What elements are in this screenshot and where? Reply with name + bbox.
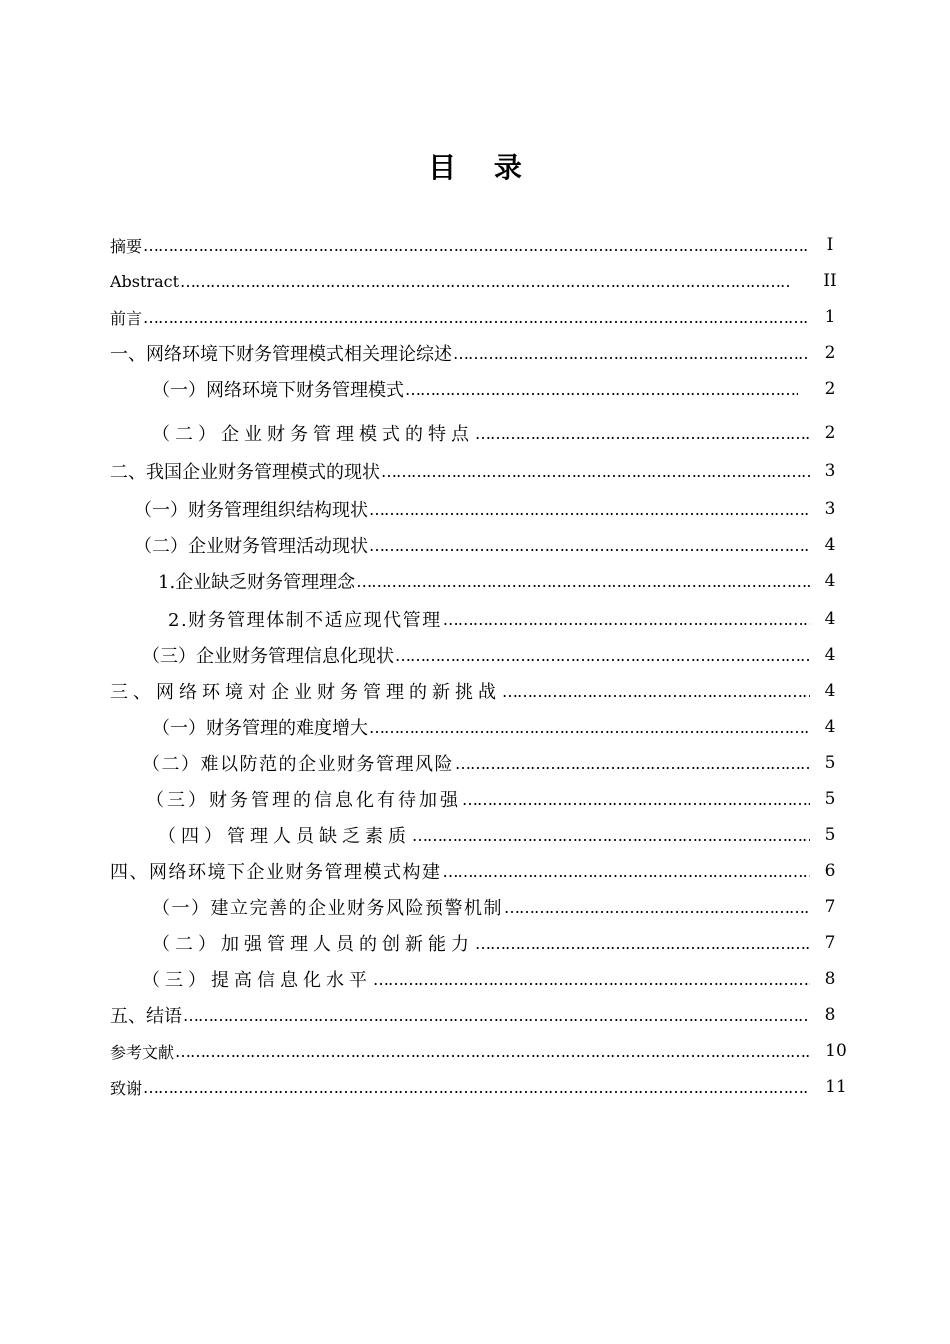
toc-entry-page: 4 <box>824 681 836 701</box>
toc-entry-3-3[interactable] <box>146 785 810 813</box>
toc-entry-label: （二）难以防范的企业财务管理风险 <box>142 754 454 775</box>
toc-leader-dots <box>369 718 810 737</box>
toc-leader-dots <box>143 236 810 255</box>
toc-entry-page: 4 <box>824 609 836 629</box>
toc-entry-label: （二）加强管理人员的创新能力 <box>152 934 474 955</box>
toc-entry-page: 2 <box>824 379 836 399</box>
toc-leader-dots <box>143 1078 810 1097</box>
toc-entry-label: 摘要 <box>110 236 143 256</box>
toc-entry-label: 二、我国企业财务管理模式的现状 <box>110 462 380 483</box>
toc-entry-label: （一）建立完善的企业财务风险预警机制 <box>152 898 503 919</box>
toc-entry-label: 一、网络环境下财务管理模式相关理论综述 <box>110 344 452 365</box>
toc-entry-1-1[interactable] <box>152 375 798 403</box>
toc-leader-dots <box>369 536 810 555</box>
toc-leader-dots <box>462 790 810 809</box>
toc-leader-dots <box>356 572 810 591</box>
page-title: 目 录 <box>428 151 536 184</box>
toc-entry-page: 2 <box>824 423 836 443</box>
toc-leader-dots <box>395 646 810 665</box>
toc-entry-2-2-1[interactable] <box>158 567 810 595</box>
toc-entry-chapter-2[interactable] <box>110 457 810 485</box>
toc-leader-dots <box>453 344 810 363</box>
toc-entry-chapter-3[interactable] <box>110 677 810 705</box>
toc-entry-chapter-1[interactable] <box>110 339 810 367</box>
toc-entry-label: 2.财务管理体制不适应现代管理 <box>168 610 442 631</box>
toc-leader-dots <box>381 462 810 481</box>
toc-entry-label: 1.企业缺乏财务管理理念 <box>158 572 356 593</box>
toc-entry-label: 三、网络环境对企业财务管理的新挑战 <box>110 682 501 703</box>
toc-entry-chapter-5[interactable] <box>110 1001 810 1029</box>
toc-leader-dots <box>405 380 798 399</box>
toc-leader-dots <box>475 934 810 953</box>
toc-entry-page: 4 <box>824 645 836 665</box>
toc-entry-page: 7 <box>824 897 836 917</box>
toc-leader-dots <box>412 826 810 845</box>
toc-entry-abstract-en[interactable] <box>110 267 790 295</box>
toc-entry-label: 四、网络环境下企业财务管理模式构建 <box>110 862 442 883</box>
toc-entry-page: I <box>826 235 834 255</box>
toc-entry-label: （四）管理人员缺乏素质 <box>158 826 411 847</box>
toc-entry-label: （三）企业财务管理信息化现状 <box>142 646 394 667</box>
toc-leader-dots <box>180 272 790 291</box>
toc-entry-label: （二）企业财务管理活动现状 <box>134 536 368 557</box>
toc-entry-page: 5 <box>824 825 836 845</box>
toc-leader-dots <box>175 1042 810 1061</box>
toc-entry-2-1[interactable] <box>134 495 810 523</box>
toc-leader-dots <box>443 862 811 881</box>
toc-entry-label: Abstract <box>110 271 180 291</box>
toc-entry-label: （一）网络环境下财务管理模式 <box>152 380 404 401</box>
toc-leader-dots <box>502 682 810 701</box>
toc-entry-label: （一）财务管理组织结构现状 <box>134 500 368 521</box>
toc-entry-3-2[interactable] <box>142 749 810 777</box>
toc-entry-2-2[interactable] <box>134 531 810 559</box>
toc-entry-page: 8 <box>824 1005 836 1025</box>
toc-leader-dots <box>143 308 810 327</box>
toc-leader-dots <box>455 754 810 773</box>
toc-entry-label: 前言 <box>110 308 143 328</box>
toc-entry-label: 参考文献 <box>110 1042 175 1062</box>
toc-entry-page: 3 <box>824 461 836 481</box>
toc-entry-references[interactable] <box>110 1037 810 1065</box>
toc-entry-2-2-2[interactable] <box>168 605 810 633</box>
toc-entry-4-1[interactable] <box>152 893 810 921</box>
toc-entry-page: II <box>823 271 837 291</box>
toc-leader-dots <box>373 970 810 989</box>
toc-entry-3-1[interactable] <box>152 713 810 741</box>
toc-entry-page: 8 <box>824 969 836 989</box>
toc-entry-4-3[interactable] <box>142 965 810 993</box>
toc-leader-dots <box>443 610 810 629</box>
toc-entry-preface[interactable] <box>110 303 810 331</box>
toc-leader-dots <box>504 898 810 917</box>
toc-entry-page: 4 <box>824 535 836 555</box>
toc-entry-acknowledgements[interactable] <box>110 1073 810 1101</box>
toc-entry-page: 6 <box>824 861 836 881</box>
toc-entry-page: 5 <box>824 753 836 773</box>
toc-leader-dots <box>183 1006 810 1025</box>
toc-entry-2-3[interactable] <box>142 641 810 669</box>
toc-entry-page: 4 <box>824 571 836 591</box>
toc-entry-label: （三）财务管理的信息化有待加强 <box>146 790 461 811</box>
toc-entry-chapter-4[interactable] <box>110 857 810 885</box>
toc-entry-page: 11 <box>825 1077 847 1097</box>
toc-entry-page: 7 <box>824 933 836 953</box>
toc-entry-label: 五、结语 <box>110 1006 182 1027</box>
toc-entry-label: （二）企业财务管理模式的特点 <box>152 424 474 445</box>
toc-entry-1-2[interactable] <box>152 419 810 447</box>
toc-entry-4-2[interactable] <box>152 929 810 957</box>
toc-entry-abstract-cn[interactable] <box>110 231 810 259</box>
toc-entry-page: 10 <box>825 1041 847 1061</box>
toc-entry-page: 3 <box>824 499 836 519</box>
toc-entry-page: 1 <box>824 307 836 327</box>
toc-leader-dots <box>475 424 810 443</box>
toc-leader-dots <box>369 500 810 519</box>
toc-entry-page: 4 <box>824 717 836 737</box>
toc-entry-3-4[interactable] <box>158 821 810 849</box>
toc-entry-page: 2 <box>824 343 836 363</box>
toc-entry-label: （三）提高信息化水平 <box>142 970 372 991</box>
toc-entry-label: （一）财务管理的难度增大 <box>152 718 368 739</box>
toc-entry-page: 5 <box>824 789 836 809</box>
toc-entry-label: 致谢 <box>110 1078 143 1098</box>
